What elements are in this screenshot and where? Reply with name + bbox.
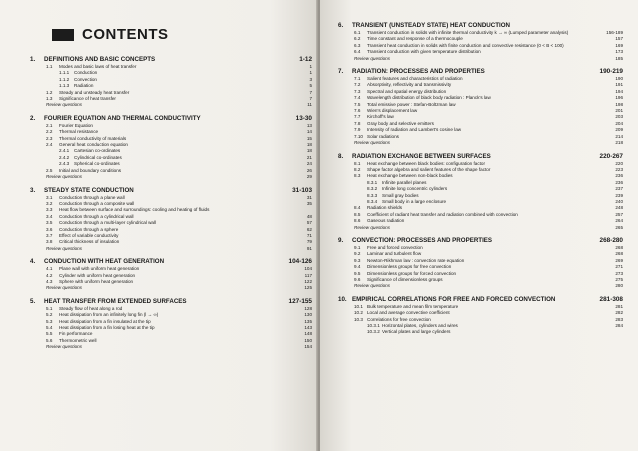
entry-number: 7.8 (354, 120, 361, 126)
toc-chapter (30, 258, 312, 292)
entry-text: Correlations for free convection (367, 316, 431, 322)
entry-text: Heat exchange between non-black bodies (367, 173, 453, 179)
entry-text: Conduction through a cylindrical wall (59, 213, 134, 219)
entry-text: Review questions (46, 245, 83, 251)
entry-number: 8.3.2 (367, 186, 378, 192)
chapter-number: 6. (338, 22, 344, 29)
entry-page: 257 (615, 211, 623, 217)
chapter-title: DEFINITIONS AND BASIC CONCEPTS (44, 56, 156, 63)
entry-page: 130 (304, 312, 312, 318)
chapter-heading (338, 153, 623, 161)
entry-number: 8.3.3 (367, 192, 378, 198)
entry-text: Significance of dimensionless groups (367, 277, 443, 282)
entry-number: 8.4 (354, 205, 361, 211)
entry-text: Small gray bodies (382, 192, 419, 198)
chapter-heading (30, 187, 312, 195)
entry-text: Thermal resistance (59, 129, 99, 135)
entry-text: Total emissive power : Stefan-Boltzman law (367, 101, 456, 107)
entry-number: 3.8 (46, 239, 53, 245)
entry-text: Dimensionless groups for free convection (367, 264, 452, 270)
entry-page: 223 (615, 166, 623, 172)
entry-number: 7.2 (354, 82, 361, 88)
entry-text: Conduction (74, 70, 98, 76)
entry-text: Gaseous radiation (367, 218, 405, 224)
entry-text: Salient features and characteristics of radiation (367, 76, 463, 82)
entry-page: 271 (615, 264, 623, 270)
entry-page: 284 (615, 323, 623, 329)
chapter-number: 8. (338, 152, 344, 160)
entry-page: 13 (306, 122, 312, 128)
entry-page: 14 (306, 129, 312, 135)
chapter-page-range: 13-30 (295, 114, 312, 122)
entry-number: 8.3.4 (367, 198, 378, 204)
entry-text: Newton-Rikhman law : convection rate equation (367, 257, 465, 263)
entry-number: 3.3 (46, 207, 53, 213)
entry-number: 7.4 (354, 95, 361, 101)
entry-page: 156-189 (606, 30, 623, 35)
entry-page: 236 (615, 173, 623, 179)
entry-number: 6.4 (354, 49, 361, 55)
entry-page: 128 (304, 305, 312, 311)
entry-number: 4.1 (46, 266, 53, 272)
chapter-page-range: 104-126 (288, 258, 312, 266)
entry-text: Effect of variable conductivity (59, 232, 119, 238)
entry-number: 9.6 (354, 277, 361, 282)
entry-text: Transient heat conduction in solids with finite conduction and convective resistance (0 < B < 100) (367, 42, 564, 48)
entry-number: 6.1 (354, 30, 361, 35)
chapter-number: 1. (30, 56, 36, 63)
entry-page: 203 (615, 114, 623, 120)
entry-number: 10.3 (354, 316, 363, 322)
entry-page: 269 (615, 257, 623, 263)
entry-number: 7.10 (354, 133, 363, 139)
entry-text: Gray body and selective emitters (367, 120, 434, 126)
entry-text: Wien's displacement law (367, 108, 418, 114)
entry-page: 280 (615, 283, 623, 289)
entry-number: 5.1 (46, 305, 53, 311)
entry-text: Bulk temperature and mean film temperature (367, 303, 459, 309)
toc-chapter (30, 298, 312, 351)
entry-number: 9.3 (354, 257, 361, 263)
entry-page: 283 (615, 316, 623, 322)
entry-text: Solar radiations (367, 133, 399, 139)
entry-page: 62 (306, 226, 312, 232)
entry-text: Fin performance (59, 331, 93, 337)
entry-text: Thermometric well (59, 337, 97, 343)
entry-page: 24 (306, 161, 312, 167)
entry-number: 9.4 (354, 264, 361, 270)
entry-text: Infinite long concentric cylinders (382, 186, 448, 192)
entry-number: 9.5 (354, 270, 361, 276)
entry-page: 196 (615, 95, 623, 101)
entry-text: Dimensionless groups for forced convection (367, 270, 457, 276)
toc-chapter (30, 115, 312, 181)
entry-text: Plane wall with uniform heat generation (59, 266, 140, 272)
entry-number: 4.3 (46, 278, 53, 284)
entry-page: 31 (306, 194, 312, 200)
entry-number: 1.3 (46, 96, 53, 102)
chapter-heading (30, 56, 312, 64)
entry-text: Horizontal plates, cylinders and wires (382, 323, 458, 329)
entry-page: 281 (615, 303, 623, 309)
chapter-number: 9. (338, 236, 344, 244)
entry-text: Cartesian co-ordinates (74, 148, 121, 154)
entry-page: 150 (304, 337, 312, 343)
entry-number: 7.3 (354, 88, 361, 94)
chapter-number: 2. (30, 114, 36, 122)
entry-number: 2.4 (46, 142, 53, 148)
chapter-page-range: 31-103 (292, 186, 312, 194)
entry-text: Heat exchange between black bodies: configuration factor (367, 160, 485, 166)
entry-text: Significance of heat transfer (59, 96, 116, 102)
entry-number: 8.5 (354, 211, 361, 217)
entry-page: 117 (304, 272, 312, 278)
entry-number: 8.1 (354, 160, 361, 166)
entry-number: 7.7 (354, 114, 361, 120)
entry-text: Review questions (46, 344, 83, 350)
entry-text: Transient conduction with given temperature distribution (367, 49, 481, 55)
entry-page: 214 (615, 133, 623, 139)
entry-page: 220 (615, 160, 623, 166)
entry-text: Free and forced convection (367, 244, 423, 250)
chapter-page-range: 127-155 (288, 297, 312, 305)
chapter-number: 3. (30, 186, 36, 194)
chapter-number: 5. (30, 297, 36, 305)
entry-page: 79 (306, 239, 312, 245)
entry-page: 198 (615, 101, 623, 107)
entry-number: 1.1.3 (59, 83, 70, 89)
entry-page: 264 (615, 218, 623, 224)
entry-page: 7 (309, 96, 312, 102)
entry-number: 9.1 (354, 244, 361, 250)
toc-chapter (30, 56, 312, 109)
entry-text: Radiation shields (367, 205, 402, 211)
entry-page: 236 (615, 179, 623, 185)
entry-number: 5.5 (46, 331, 53, 337)
entry-number: 1.2 (46, 89, 53, 95)
entry-page: 125 (304, 285, 312, 291)
chapter-title: HEAT TRANSFER FROM EXTENDED SURFACES (44, 297, 187, 305)
chapter-title: EMPIRICAL CORRELATIONS FOR FREE AND FORCED CONVECTION (352, 295, 556, 303)
entry-text: Review questions (354, 140, 391, 146)
entry-number: 1.1 (46, 64, 53, 69)
entry-number: 5.4 (46, 325, 53, 330)
entry-number: 2.4.2 (59, 154, 70, 160)
entry-text: Shape factor algebra and salient features of the shape factor (367, 166, 491, 172)
entry-page: 135 (304, 318, 312, 324)
entry-text: Review questions (46, 174, 83, 180)
chapter-title: STEADY STATE CONDUCTION (44, 186, 134, 194)
entry-text: Heat dissipation from an infinitely long fin (l → ∞) (59, 312, 159, 318)
review-questions-entry (338, 225, 623, 231)
entry-text: Initial and boundary conditions (59, 167, 122, 173)
entry-text: Review questions (46, 285, 83, 291)
review-questions-entry (30, 344, 312, 350)
entry-text: Transient conduction in solids with infinite thermal conductivity k → ∞ (Lumped parameter analysis) (367, 30, 569, 35)
contents-title: CONTENTS (82, 26, 169, 43)
entry-page: 268 (615, 244, 623, 250)
toc-chapter (338, 68, 623, 146)
entry-number: 3.4 (46, 213, 53, 219)
entry-page: 1 (309, 64, 312, 69)
entry-page: 26 (306, 167, 312, 173)
entry-text: Convection (74, 76, 97, 82)
chapter-heading (338, 68, 623, 76)
entry-number: 8.3.1 (367, 179, 378, 185)
entry-page: 143 (304, 325, 312, 330)
entry-number: 10.2 (354, 310, 363, 316)
entry-number: 2.5 (46, 167, 53, 173)
chapter-page-range: 281-308 (599, 295, 623, 303)
entry-page: 265 (615, 224, 623, 230)
entry-page: 1 (309, 70, 312, 76)
entry-page: 237 (615, 186, 623, 192)
entry-number: 7.6 (354, 108, 361, 114)
entry-text: Wavelength distribution of black body radiation : Planck's law (367, 95, 491, 101)
entry-number: 2.4.1 (59, 148, 70, 154)
entry-page: 3 (309, 76, 312, 82)
entry-page: 157 (615, 36, 623, 42)
entry-number: 2.1 (46, 122, 53, 128)
chapter-number: 10. (338, 295, 347, 303)
header-bar-mark (52, 29, 74, 41)
entry-text: Cylinder with uniform heat generation (59, 272, 136, 278)
entry-number: 3.6 (46, 226, 53, 232)
review-questions-entry (30, 174, 312, 180)
chapter-heading (30, 258, 312, 266)
entry-page: 204 (615, 120, 623, 126)
entry-page: 173 (615, 49, 623, 55)
entry-text: Small body in a large enclosure (382, 198, 447, 204)
entry-text: Thermal conductivity of materials (59, 135, 127, 141)
entry-text: Heat flow between surface and surroundings: cooling and heating of fluids (59, 207, 210, 213)
entry-text: Conduction through a plane wall (59, 194, 125, 200)
chapter-heading (338, 237, 623, 245)
chapter-number: 4. (30, 258, 36, 266)
chapter-title: RADIATION EXCHANGE BETWEEN SURFACES (352, 152, 491, 160)
entry-page: 268 (615, 251, 623, 257)
right-toc-column (338, 16, 623, 336)
entry-text: Spherical co-ordinates (74, 161, 120, 167)
entry-number: 1.1.2 (59, 76, 70, 82)
entry-text: Critical thickness of insulation (59, 239, 120, 245)
toc-chapter (338, 296, 623, 336)
entry-page: 5 (309, 83, 312, 89)
entry-number: 5.2 (46, 312, 53, 318)
entry-text: Radiation (74, 83, 94, 89)
entry-page: 57 (306, 220, 312, 226)
chapter-heading (30, 298, 312, 306)
entry-page: 282 (615, 310, 623, 316)
chapter-title: RADIATION: PROCESSES AND PROPERTIES (352, 68, 485, 76)
entry-text: Heat dissipation from a fin insulated at the tip (59, 318, 151, 324)
entry-number: 6.3 (354, 42, 361, 48)
entry-number: 9.2 (354, 251, 361, 257)
toc-chapter (338, 237, 623, 290)
entry-text: Cylindrical co-ordinates (74, 154, 122, 160)
entry-text: Intensity of radiation and Lambert's cosine law (367, 127, 462, 133)
toc-chapter (338, 153, 623, 231)
chapter-title: CONDUCTION WITH HEAT GENERATION (44, 258, 165, 266)
entry-number: 3.1 (46, 194, 53, 200)
chapter-heading (338, 296, 623, 304)
entry-text: General heat conduction equation (59, 142, 128, 148)
entry-page: 194 (615, 88, 623, 94)
entry-number: 8.3 (354, 173, 361, 179)
entry-page: 122 (304, 278, 312, 284)
entry-number: 10.3.2 (367, 329, 380, 335)
entry-text: Review questions (354, 283, 391, 289)
entry-number: 7.5 (354, 101, 361, 107)
entry-number: 4.2 (46, 272, 53, 278)
entry-text: Local and average convective coefficient (367, 310, 450, 316)
entry-page: 11 (307, 102, 312, 108)
entry-number: 7.9 (354, 127, 361, 133)
left-page (0, 0, 318, 451)
entry-text: Conduction through a sphere (59, 226, 119, 232)
entry-text: Steady and unsteady heat transfer (59, 89, 130, 95)
entry-page: 248 (615, 205, 623, 211)
chapter-page-range: 1-12 (299, 56, 312, 63)
entry-number: 3.2 (46, 200, 53, 206)
entry-number: 10.3.1 (367, 323, 380, 329)
entry-page: 169 (615, 42, 623, 48)
entry-text: Heat dissipation from a fin losing heat at the tip (59, 325, 155, 330)
entry-page: 154 (304, 344, 312, 350)
entry-text: Steady flow of heat along a rod (59, 305, 123, 311)
entry-number: 2.4.3 (59, 161, 70, 167)
entry-page: 148 (304, 331, 312, 337)
entry-number: 8.2 (354, 166, 361, 172)
entry-number: 5.6 (46, 337, 53, 343)
left-toc-column (30, 50, 312, 351)
entry-text: Laminar and turbulent flow (367, 251, 422, 257)
entry-page: 275 (615, 277, 623, 282)
entry-page: 35 (306, 200, 312, 206)
toc-chapter (30, 187, 312, 253)
entry-number: 3.7 (46, 232, 53, 238)
entry-page: 191 (615, 82, 623, 88)
entry-page: 185 (615, 55, 623, 61)
entry-page: 18 (306, 148, 312, 154)
entry-page: 48 (306, 213, 312, 219)
entry-page: 209 (615, 127, 623, 133)
entry-page: 91 (306, 245, 312, 251)
entry-page: 21 (306, 154, 312, 160)
entry-page: 239 (615, 192, 623, 198)
review-questions-entry (338, 140, 623, 146)
entry-page: 7 (309, 89, 312, 95)
entry-page: 15 (306, 135, 312, 141)
entry-page: 273 (615, 270, 623, 276)
chapter-page-range: 190-219 (599, 68, 623, 76)
toc-subsection (338, 329, 623, 335)
chapter-title: FOURIER EQUATION AND THERMAL CONDUCTIVITY (44, 114, 201, 122)
entry-text: Conduction through a composite wall (59, 200, 135, 206)
entry-text: Vertical plates and large cylinders (382, 329, 451, 335)
entry-page: 190 (615, 76, 623, 82)
entry-number: 1.1.1 (59, 70, 70, 76)
review-questions-entry (30, 285, 312, 291)
chapter-heading (30, 115, 312, 123)
entry-number: 10.1 (354, 303, 363, 309)
review-questions-entry (338, 56, 623, 62)
entry-text: Review questions (46, 102, 83, 108)
entry-text: Conduction through a multi-layer cylindrical wall (59, 220, 157, 226)
chapter-number: 7. (338, 68, 344, 76)
toc-chapter (338, 22, 623, 62)
entry-text: Review questions (354, 224, 391, 230)
entry-page: 104 (304, 266, 312, 272)
entry-text: Infinite parallel planes (382, 179, 427, 185)
entry-number: 2.2 (46, 129, 53, 135)
entry-text: Modes and basic laws of heat transfer (59, 64, 137, 69)
entry-text: Spectral and spatial energy distribution (367, 88, 447, 94)
entry-text: Sphere with uniform heat generation (59, 278, 134, 284)
entry-number: 2.3 (46, 135, 53, 141)
chapter-title: CONVECTION: PROCESSES AND PROPERTIES (352, 236, 493, 244)
entry-text: Kirchoff's law (367, 114, 394, 120)
entry-text: Review questions (354, 55, 391, 61)
review-questions-entry (338, 283, 623, 289)
chapter-title: TRANSIENT (UNSTEADY STATE) HEAT CONDUCTION (352, 22, 511, 29)
entry-number: 3.5 (46, 220, 53, 226)
entry-text: Absorptivity, reflectivity and transmissivity (367, 82, 452, 88)
contents-header (52, 26, 169, 43)
entry-number: 7.1 (354, 76, 361, 82)
entry-page: 201 (615, 108, 623, 114)
entry-page: 29 (306, 174, 312, 180)
entry-page: 240 (615, 198, 623, 204)
chapter-heading (338, 22, 623, 30)
entry-number: 5.3 (46, 318, 53, 324)
review-questions-entry (30, 246, 312, 252)
entry-page: 71 (306, 232, 312, 238)
chapter-page-range: 268-280 (599, 236, 623, 244)
entry-text: Fourier Equation (59, 122, 93, 128)
chapter-page-range: 220-267 (599, 152, 623, 160)
entry-text: Coefficient of radiant heat transfer and radiation combined with convection (367, 211, 518, 217)
entry-text: Time constant and response of a thermocouple (367, 36, 463, 42)
entry-number: 8.6 (354, 218, 361, 224)
entry-page: 218 (615, 140, 623, 146)
entry-number: 6.2 (354, 36, 361, 42)
entry-page: 18 (306, 142, 312, 148)
review-questions-entry (30, 102, 312, 108)
